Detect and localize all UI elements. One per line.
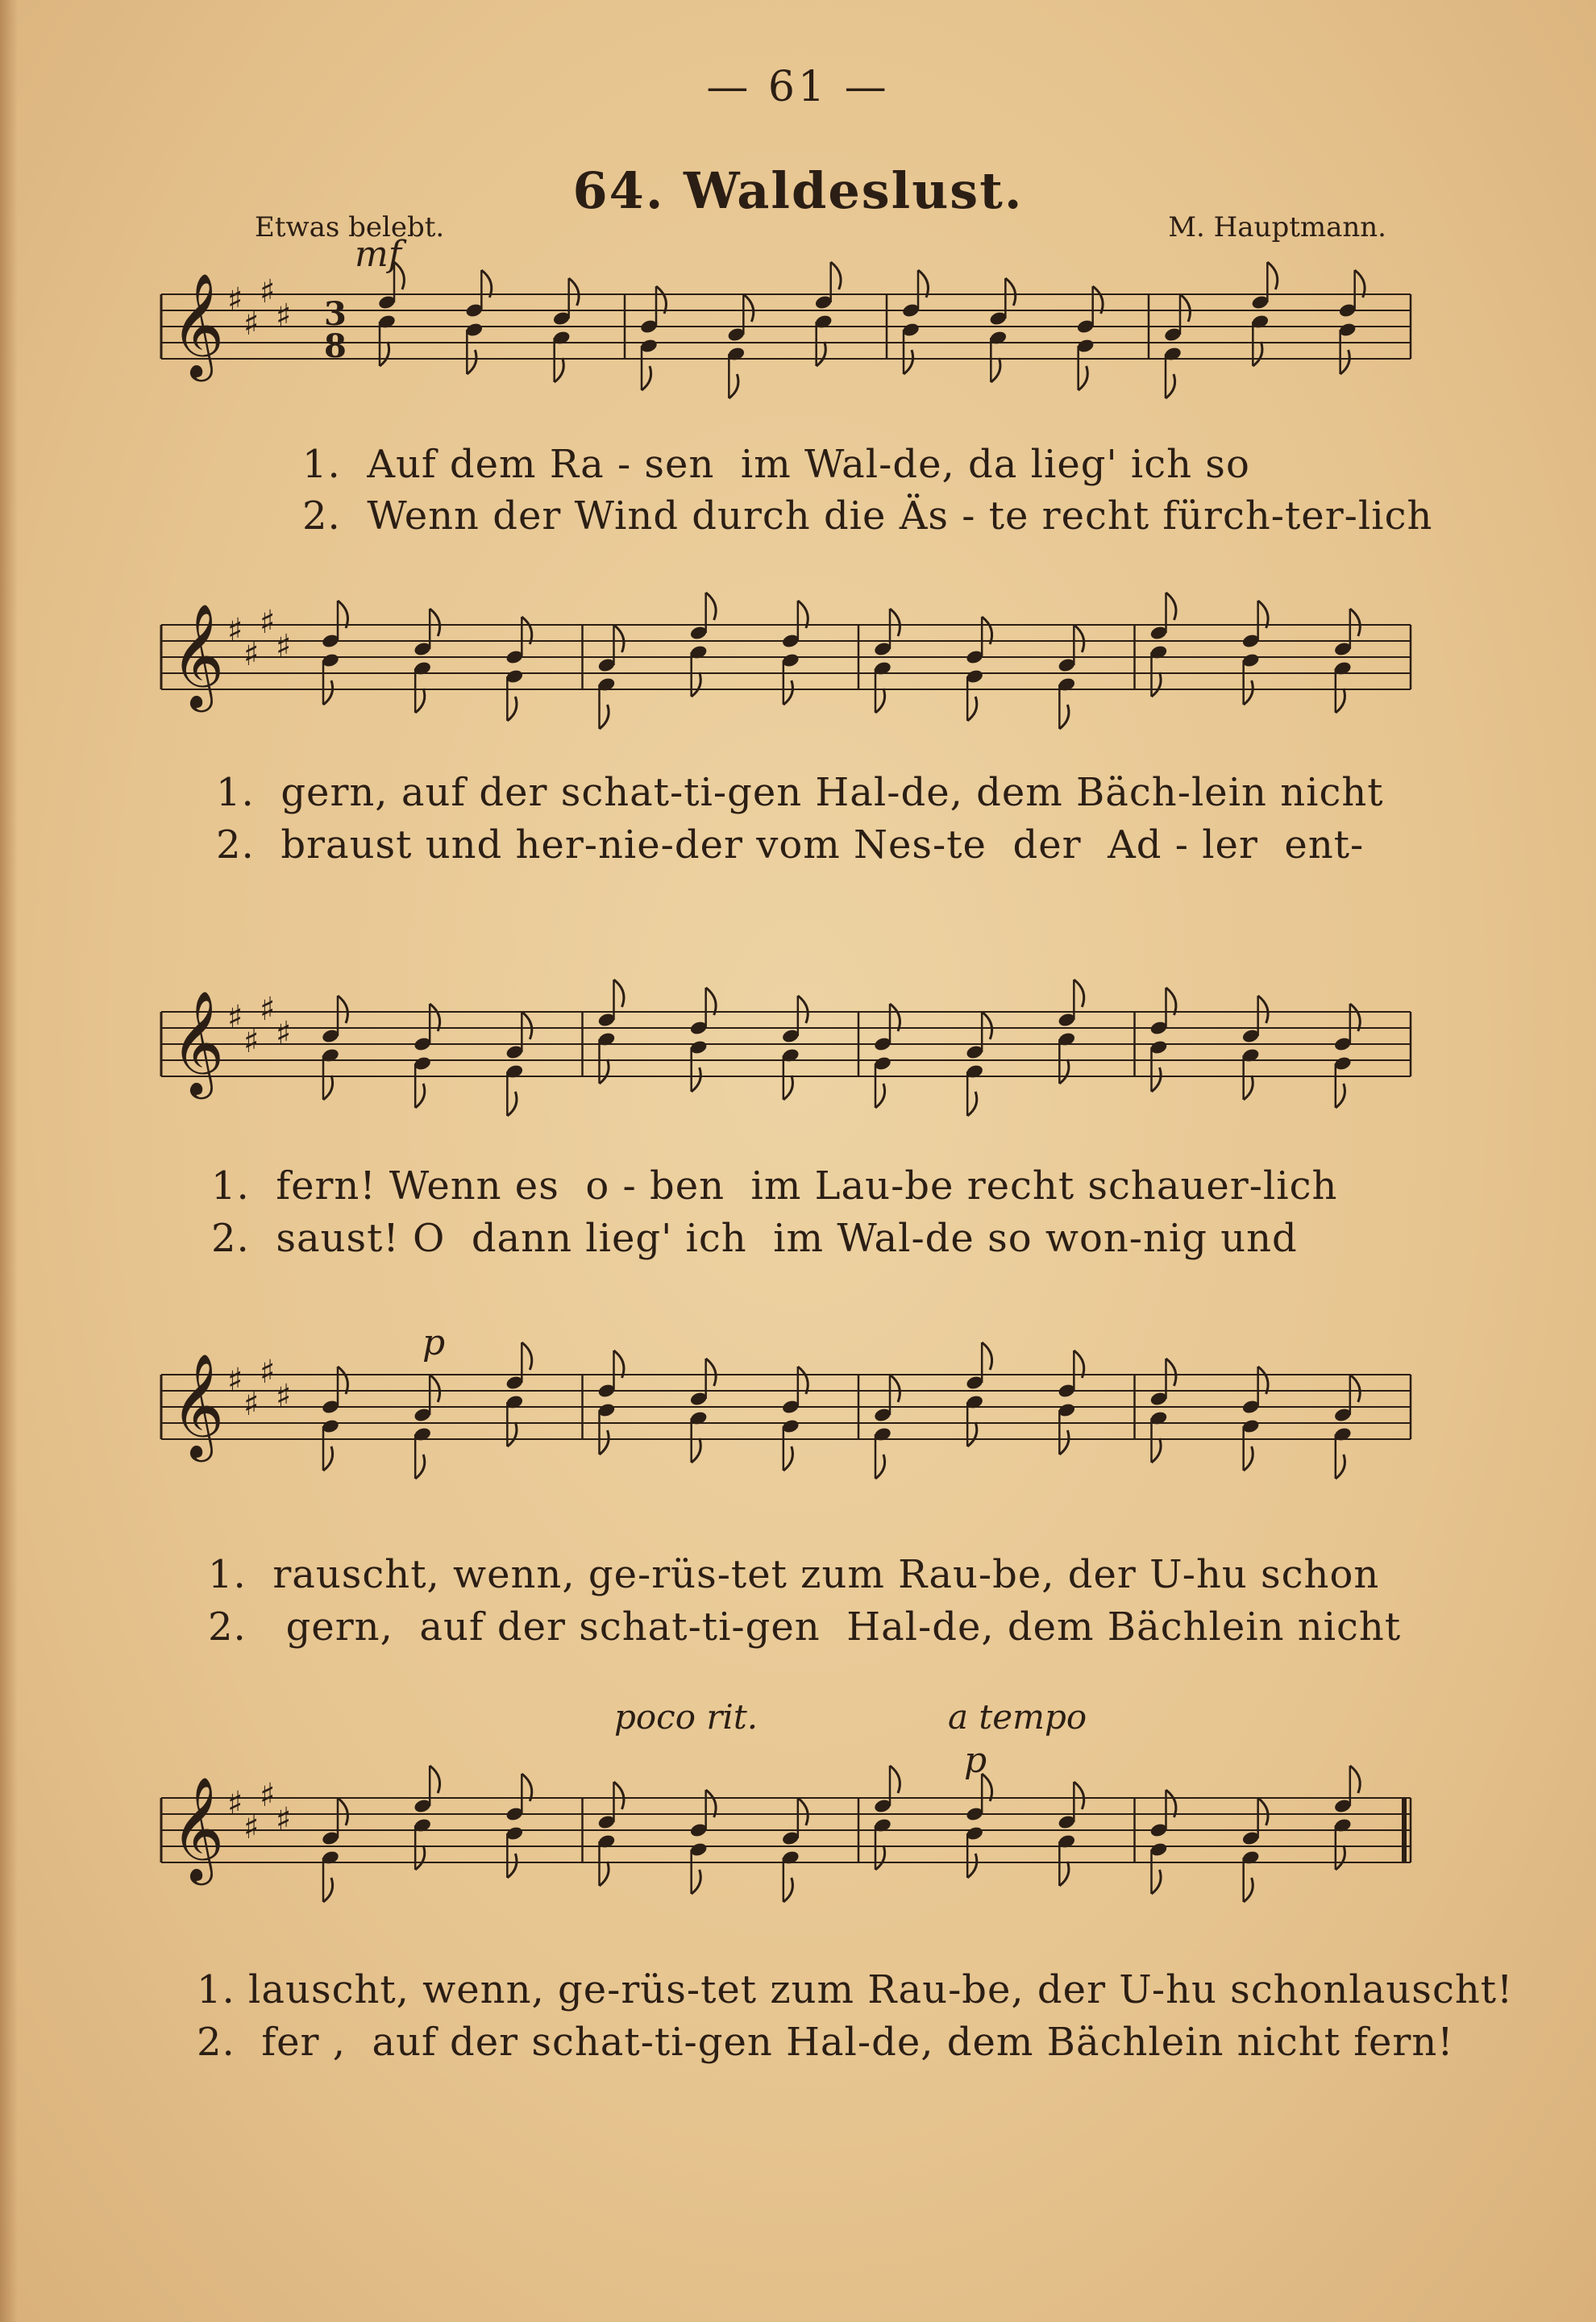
lyric-line: 2. gern, auf der schat-ti-gen Hal-de, dem Bächlein nicht bbox=[208, 1604, 1402, 1650]
note-flag bbox=[1059, 1430, 1069, 1454]
note-flag bbox=[1258, 601, 1268, 628]
note-flag bbox=[875, 689, 885, 713]
note-flag bbox=[1244, 1076, 1253, 1100]
music-staff-1 bbox=[153, 258, 1443, 452]
sharp-icon: ♯ bbox=[243, 1023, 260, 1060]
sharp-icon: ♯ bbox=[276, 298, 292, 335]
note-flag bbox=[706, 1359, 716, 1386]
note-flag bbox=[831, 262, 841, 289]
note-flag bbox=[743, 294, 753, 322]
dynamic-p: p bbox=[422, 1322, 446, 1363]
note-flag bbox=[875, 1846, 885, 1870]
note-flag bbox=[967, 697, 977, 721]
note-flag bbox=[706, 593, 716, 620]
music-staff-3 bbox=[153, 976, 1443, 1169]
note-flag bbox=[569, 278, 579, 306]
note-flag bbox=[982, 1774, 991, 1801]
sharp-icon: ♯ bbox=[227, 612, 243, 649]
note-flag bbox=[692, 1438, 701, 1463]
note-flag bbox=[692, 1067, 701, 1092]
note-flag bbox=[706, 1790, 716, 1817]
note-flag bbox=[1336, 1084, 1345, 1108]
time-sig-bottom: 8 bbox=[324, 327, 347, 365]
tempo-marking: Etwas belebt. bbox=[255, 211, 445, 243]
note-flag bbox=[1267, 262, 1277, 289]
poco-rit-marking: poco rit. bbox=[614, 1697, 759, 1737]
sharp-icon: ♯ bbox=[243, 306, 260, 343]
music-staff-4 bbox=[153, 1338, 1443, 1532]
note-flag bbox=[1093, 286, 1103, 314]
note-flag bbox=[614, 625, 624, 652]
note-flag bbox=[1340, 350, 1350, 374]
note-flag bbox=[415, 1084, 425, 1108]
note-flag bbox=[522, 1774, 531, 1801]
note-flag bbox=[1258, 1367, 1268, 1394]
note-flag bbox=[890, 609, 900, 636]
note-flag bbox=[467, 350, 476, 374]
sharp-icon: ♯ bbox=[243, 1386, 260, 1423]
note-flag bbox=[1258, 1798, 1268, 1825]
note-flag bbox=[982, 1342, 991, 1370]
note-flag bbox=[890, 1375, 900, 1402]
note-flag bbox=[338, 601, 347, 628]
note-flag bbox=[1005, 278, 1015, 306]
lyric-line: 1. lauscht, wenn, ge-rüs-tet zum Rau-be, der U-hu schonlauscht! bbox=[197, 1967, 1514, 2012]
note-flag bbox=[323, 1878, 333, 1902]
note-flag bbox=[1059, 1059, 1069, 1084]
note-flag bbox=[430, 1004, 439, 1031]
note-flag bbox=[890, 1766, 900, 1793]
sharp-icon: ♯ bbox=[260, 991, 276, 1028]
sharp-icon: ♯ bbox=[243, 1809, 260, 1846]
note-flag bbox=[967, 1092, 977, 1116]
lyric-line: 2. saust! O dann lieg' ich im Wal-de so won-nig und bbox=[211, 1216, 1298, 1261]
note-flag bbox=[600, 1430, 609, 1454]
note-flag bbox=[1152, 1438, 1162, 1463]
sharp-icon: ♯ bbox=[260, 1777, 276, 1814]
note-flag bbox=[338, 1367, 347, 1394]
note-flag bbox=[1074, 980, 1083, 1007]
note-flag bbox=[1336, 1454, 1345, 1479]
lyric-line: 2. braust und her-nie-der vom Nes-te der Ad - ler ent- bbox=[216, 822, 1365, 868]
sharp-icon: ♯ bbox=[243, 636, 260, 673]
note-flag bbox=[1074, 1782, 1083, 1809]
note-flag bbox=[1355, 270, 1365, 298]
note-flag bbox=[875, 1454, 885, 1479]
note-flag bbox=[1350, 1766, 1360, 1793]
note-flag bbox=[507, 697, 517, 721]
note-flag bbox=[1059, 705, 1069, 729]
note-flag bbox=[415, 1454, 425, 1479]
note-flag bbox=[507, 1422, 517, 1446]
lyric-line: 1. fern! Wenn es o - ben im Lau-be recht schauer-lich bbox=[211, 1163, 1338, 1209]
note-flag bbox=[323, 680, 333, 705]
note-flag bbox=[706, 988, 716, 1015]
dynamic-mf: mf bbox=[355, 234, 402, 275]
note-flag bbox=[967, 1422, 977, 1446]
note-flag bbox=[890, 1004, 900, 1031]
note-flag bbox=[1166, 1790, 1176, 1817]
note-flag bbox=[430, 609, 439, 636]
note-flag bbox=[1152, 1870, 1162, 1894]
note-flag bbox=[522, 1012, 531, 1039]
note-flag bbox=[338, 996, 347, 1023]
note-flag bbox=[380, 342, 389, 366]
sharp-icon: ♯ bbox=[260, 604, 276, 641]
note-flag bbox=[1336, 689, 1345, 713]
note-flag bbox=[783, 1446, 793, 1471]
note-flag bbox=[991, 358, 1000, 382]
note-flag bbox=[692, 672, 701, 697]
note-flag bbox=[783, 680, 793, 705]
note-flag bbox=[967, 1854, 977, 1878]
note-flag bbox=[1074, 625, 1083, 652]
note-flag bbox=[555, 358, 564, 382]
note-flag bbox=[415, 689, 425, 713]
note-flag bbox=[430, 1375, 439, 1402]
time-sig-top: 3 bbox=[324, 295, 347, 333]
note-flag bbox=[614, 1350, 624, 1378]
sharp-icon: ♯ bbox=[227, 999, 243, 1036]
note-flag bbox=[1180, 294, 1190, 322]
note-flag bbox=[481, 270, 491, 298]
note-flag bbox=[507, 1092, 517, 1116]
note-flag bbox=[323, 1446, 333, 1471]
note-flag bbox=[614, 980, 624, 1007]
music-staff-5 bbox=[153, 1762, 1443, 1955]
note-flag bbox=[982, 617, 991, 644]
sharp-icon: ♯ bbox=[276, 1801, 292, 1838]
note-flag bbox=[1166, 374, 1175, 398]
note-flag bbox=[918, 270, 928, 298]
note-flag bbox=[817, 342, 826, 366]
note-flag bbox=[1166, 1359, 1176, 1386]
note-flag bbox=[904, 350, 913, 374]
note-flag bbox=[982, 1012, 991, 1039]
note-flag bbox=[600, 1862, 609, 1886]
sharp-icon: ♯ bbox=[227, 1362, 243, 1399]
note-flag bbox=[1152, 672, 1162, 697]
lyric-line: 2. fer , auf der schat-ti-gen Hal-de, dem Bächlein nicht fern! bbox=[197, 2020, 1454, 2065]
note-flag bbox=[729, 374, 738, 398]
note-flag bbox=[338, 1798, 347, 1825]
note-flag bbox=[323, 1076, 333, 1100]
note-flag bbox=[798, 1367, 808, 1394]
note-flag bbox=[1244, 1878, 1253, 1902]
sharp-icon: ♯ bbox=[276, 1015, 292, 1052]
note-flag bbox=[430, 1766, 439, 1793]
note-flag bbox=[1166, 988, 1176, 1015]
note-flag bbox=[1350, 609, 1360, 636]
a-tempo-marking: a tempo bbox=[948, 1697, 1087, 1737]
note-flag bbox=[1074, 1350, 1083, 1378]
note-flag bbox=[798, 601, 808, 628]
note-flag bbox=[600, 1059, 609, 1084]
treble-clef-icon: 𝄞 bbox=[171, 1776, 225, 1881]
note-flag bbox=[798, 996, 808, 1023]
treble-clef-icon: 𝄞 bbox=[171, 273, 225, 377]
lyric-line: 1. gern, auf der schat-ti-gen Hal-de, dem Bäch-lein nicht bbox=[216, 770, 1384, 815]
note-flag bbox=[1350, 1004, 1360, 1031]
lyric-line: 1. Auf dem Ra - sen im Wal-de, da lieg' ich so bbox=[302, 442, 1250, 487]
sharp-icon: ♯ bbox=[260, 273, 276, 310]
note-flag bbox=[642, 366, 651, 390]
note-flag bbox=[1244, 680, 1253, 705]
note-flag bbox=[1350, 1375, 1360, 1402]
treble-clef-icon: 𝄞 bbox=[171, 603, 225, 708]
note-flag bbox=[1152, 1067, 1162, 1092]
composer-name: M. Hauptmann. bbox=[1168, 211, 1386, 243]
note-flag bbox=[1079, 366, 1088, 390]
sharp-icon: ♯ bbox=[276, 628, 292, 665]
note-flag bbox=[522, 1342, 531, 1370]
sharp-icon: ♯ bbox=[227, 1785, 243, 1822]
note-flag bbox=[1059, 1862, 1069, 1886]
note-flag bbox=[614, 1782, 624, 1809]
note-flag bbox=[522, 617, 531, 644]
music-staff-2 bbox=[153, 589, 1443, 782]
note-flag bbox=[600, 705, 609, 729]
note-flag bbox=[1253, 342, 1262, 366]
note-flag bbox=[1244, 1446, 1253, 1471]
lyric-line: 2. Wenn der Wind durch die Äs - te recht fürch-ter-lich bbox=[302, 493, 1433, 539]
note-flag bbox=[798, 1798, 808, 1825]
page-edge-shadow bbox=[0, 0, 18, 2322]
sharp-icon: ♯ bbox=[276, 1378, 292, 1415]
note-flag bbox=[394, 262, 404, 289]
song-title: 64. Waldeslust. bbox=[572, 161, 1024, 220]
lyric-line: 1. rauscht, wenn, ge-rüs-tet zum Rau-be, der U-hu schon bbox=[208, 1552, 1380, 1597]
note-flag bbox=[783, 1878, 793, 1902]
note-flag bbox=[415, 1846, 425, 1870]
note-flag bbox=[1258, 996, 1268, 1023]
dynamic-p-2: p bbox=[964, 1740, 987, 1781]
note-flag bbox=[507, 1854, 517, 1878]
note-flag bbox=[656, 286, 666, 314]
page-number: — 61 — bbox=[706, 63, 890, 111]
treble-clef-icon: 𝄞 bbox=[171, 990, 225, 1095]
note-flag bbox=[692, 1870, 701, 1894]
sharp-icon: ♯ bbox=[227, 281, 243, 318]
note-flag bbox=[875, 1084, 885, 1108]
note-flag bbox=[1336, 1846, 1345, 1870]
note-flag bbox=[1166, 593, 1176, 620]
treble-clef-icon: 𝄞 bbox=[171, 1353, 225, 1458]
note-flag bbox=[783, 1076, 793, 1100]
sharp-icon: ♯ bbox=[260, 1354, 276, 1391]
